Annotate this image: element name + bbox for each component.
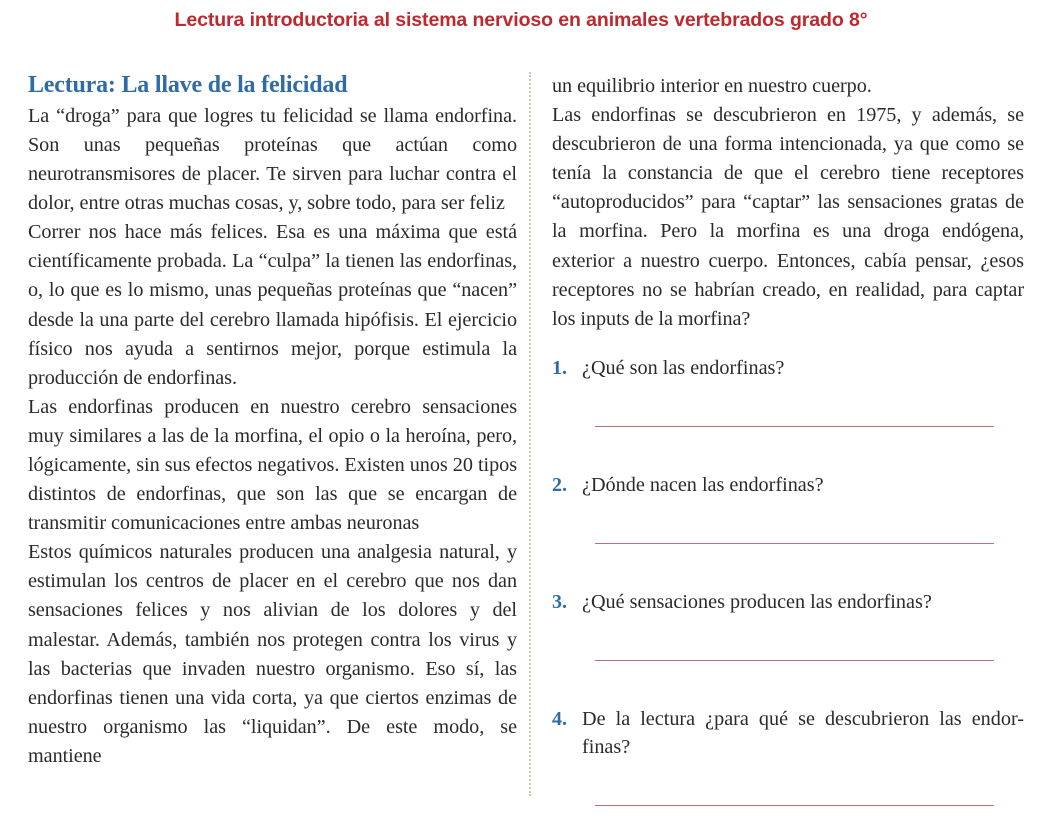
answer-space: [552, 616, 1024, 660]
right-column: [552, 72, 1024, 828]
answer-space: [552, 427, 1024, 471]
answer-space: [552, 544, 1024, 588]
question-text: ¿Dónde nacen las endorfinas?: [582, 473, 824, 496]
question-text: ¿Qué son las endorfinas?: [582, 356, 785, 379]
question-item: [552, 588, 1024, 616]
page-title: Lectura introductoria al sistema nervioso en animales vertebrados grado 8°: [174, 9, 868, 31]
question-text: ¿Qué sensaciones producen las endorfinas?: [582, 590, 932, 613]
question-text: De la lectura ¿para qué se descubrieron las endor-finas?: [582, 707, 1024, 758]
question-number: 3.: [552, 590, 567, 613]
questions-list: [552, 354, 1024, 806]
two-column-layout: [0, 72, 1042, 828]
answer-space: [552, 382, 1024, 426]
lecture-heading: Lectura: La llave de la felicidad: [28, 72, 348, 98]
answer-line[interactable]: [595, 805, 994, 806]
answer-space: [552, 661, 1024, 705]
column-divider: [529, 72, 532, 796]
left-paragraph-2: Correr nos hace más felices. Esa es una máxima que está científicamente probada. La “culpa” la tienen las endorfinas, o, lo que es lo mismo, unas pequeñas proteínas que “nacen” desde la una parte del cerebro llamada hipófisis. El ejercicio físico nos ayuda a sentirnos mejor, porque estimula la producción de endorfinas.: [28, 221, 517, 389]
right-paragraph-1: un equilibrio interior en nuestro cuerpo.: [552, 75, 872, 97]
left-column: [28, 72, 517, 828]
question-item: [552, 471, 1024, 499]
left-paragraph-4: Estos químicos naturales producen una analgesia natural, y estimulan los centros de placer en el cerebro que nos dan sensaciones felices y nos alivian de los dolores y del malestar. Además, también nos protegen contra los virus y las bacterias que invaden nuestro organismo. Eso sí, las endorfinas tienen una vida corta, ya que ciertos enzimas de nuestro organismo las “liquidan”. De este modo, se mantiene: [28, 541, 517, 767]
question-item: [552, 354, 1024, 382]
question-number: 1.: [552, 356, 567, 379]
question-number: 4.: [552, 707, 567, 730]
left-paragraph-3: Las endorfinas producen en nuestro cerebro sensaciones muy similares a las de la morfina, el opio o la heroína, pero, lógicamente, sin sus efectos negativos. Existen unos 20 tipos distintos de endorfinas, que son las que se encargan de transmitir comunicaciones entre ambas neuronas: [28, 395, 517, 535]
right-paragraph-2: Las endorfinas se descubrieron en 1975, y además, se descubrieron de una forma intencionada, ya que como se tenía la constancia de que el cerebro tiene receptores “autoproducidos” para “captar” las sensaciones gratas de la morfina. Pero la morfina es una droga endógena, exterior a nuestro cuerpo. Entonces, cabía pensar, ¿esos receptores no se habrían creado, en realidad, para captar los inputs de la morfina?: [552, 104, 1024, 330]
question-number: 2.: [552, 473, 567, 496]
left-paragraph-1: La “droga” para que logres tu felicidad se llama endorfina. Son unas pequeñas proteínas que actúan como neurotransmisores de placer. Te sirven para luchar contra el dolor, entre otras muchas cosas, y, sobre todo, para ser feliz: [28, 104, 517, 215]
answer-space: [552, 761, 1024, 805]
question-item: [552, 705, 1024, 761]
answer-space: [552, 499, 1024, 543]
